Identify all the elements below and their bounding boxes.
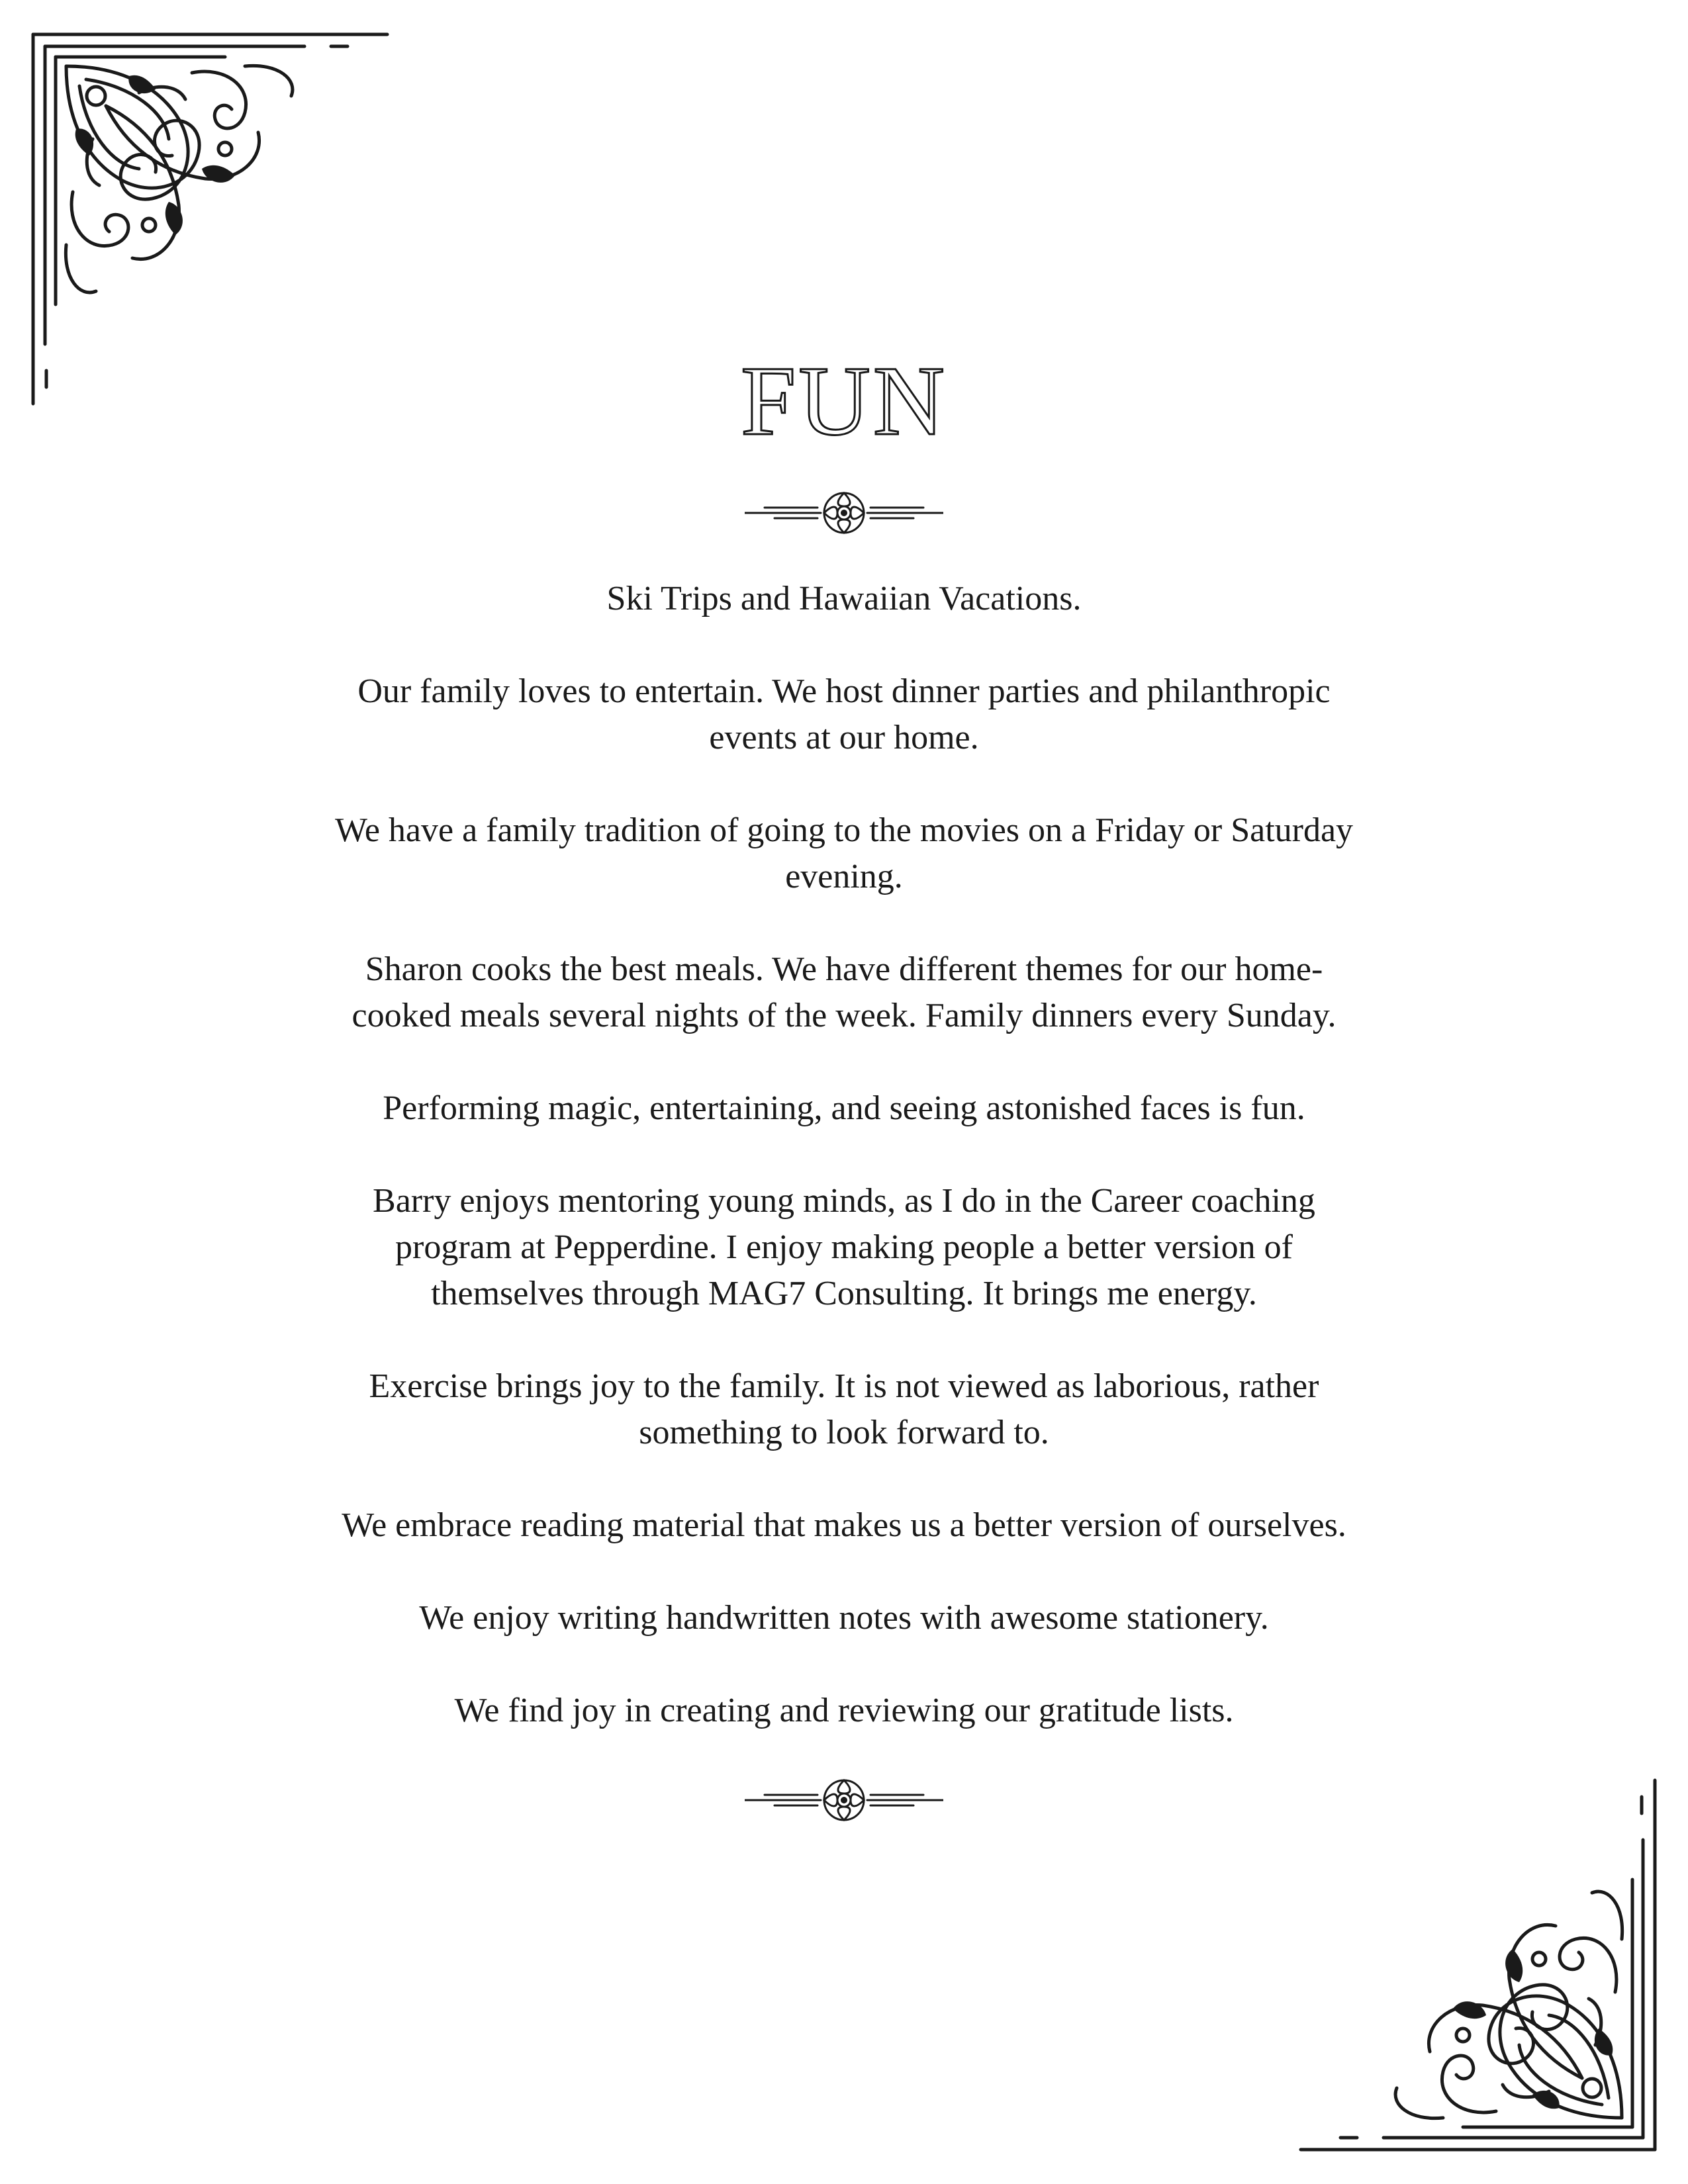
corner-flourish-bottom-right-icon [1291, 1774, 1662, 2158]
paragraph-gratitude: We find joy in creating and reviewing our gratitude lists. [454, 1692, 1234, 1729]
fun-paragraphs [252, 576, 1436, 1780]
paragraph-entertain: Our family loves to entertain. We host dinner parties and philanthropic events at our home. [357, 672, 1331, 756]
paragraph-notes: We enjoy writing handwritten notes with awesome stationery. [419, 1599, 1269, 1637]
floral-divider-bottom-icon [745, 1774, 943, 1827]
paragraph-ski-trips: Ski Trips and Hawaiian Vacations. [606, 580, 1082, 617]
paragraph-exercise: Exercise brings joy to the family. It is not viewed as laborious, rather something to look forward to. [369, 1367, 1319, 1451]
paragraph-movies: We have a family tradition of going to the movies on a Friday or Saturday evening. [334, 811, 1354, 895]
floral-divider-top-icon [745, 486, 943, 539]
paragraph-magic: Performing magic, entertaining, and seeing astonished faces is fun. [383, 1089, 1305, 1127]
paragraph-meals: Sharon cooks the best meals. We have different themes for our home- cooked meals several nights of the week. Family dinners every Sunday. [352, 950, 1336, 1034]
page-title: FUN [740, 345, 948, 456]
paragraph-mentoring: Barry enjoys mentoring young minds, as I do in the Career coaching program at Pepperdine. I enjoy making people a better version of themselves through MAG7 Consulting. It brings me energy. [373, 1182, 1315, 1312]
paragraph-reading: We embrace reading material that makes us a better version of ourselves. [342, 1506, 1346, 1544]
